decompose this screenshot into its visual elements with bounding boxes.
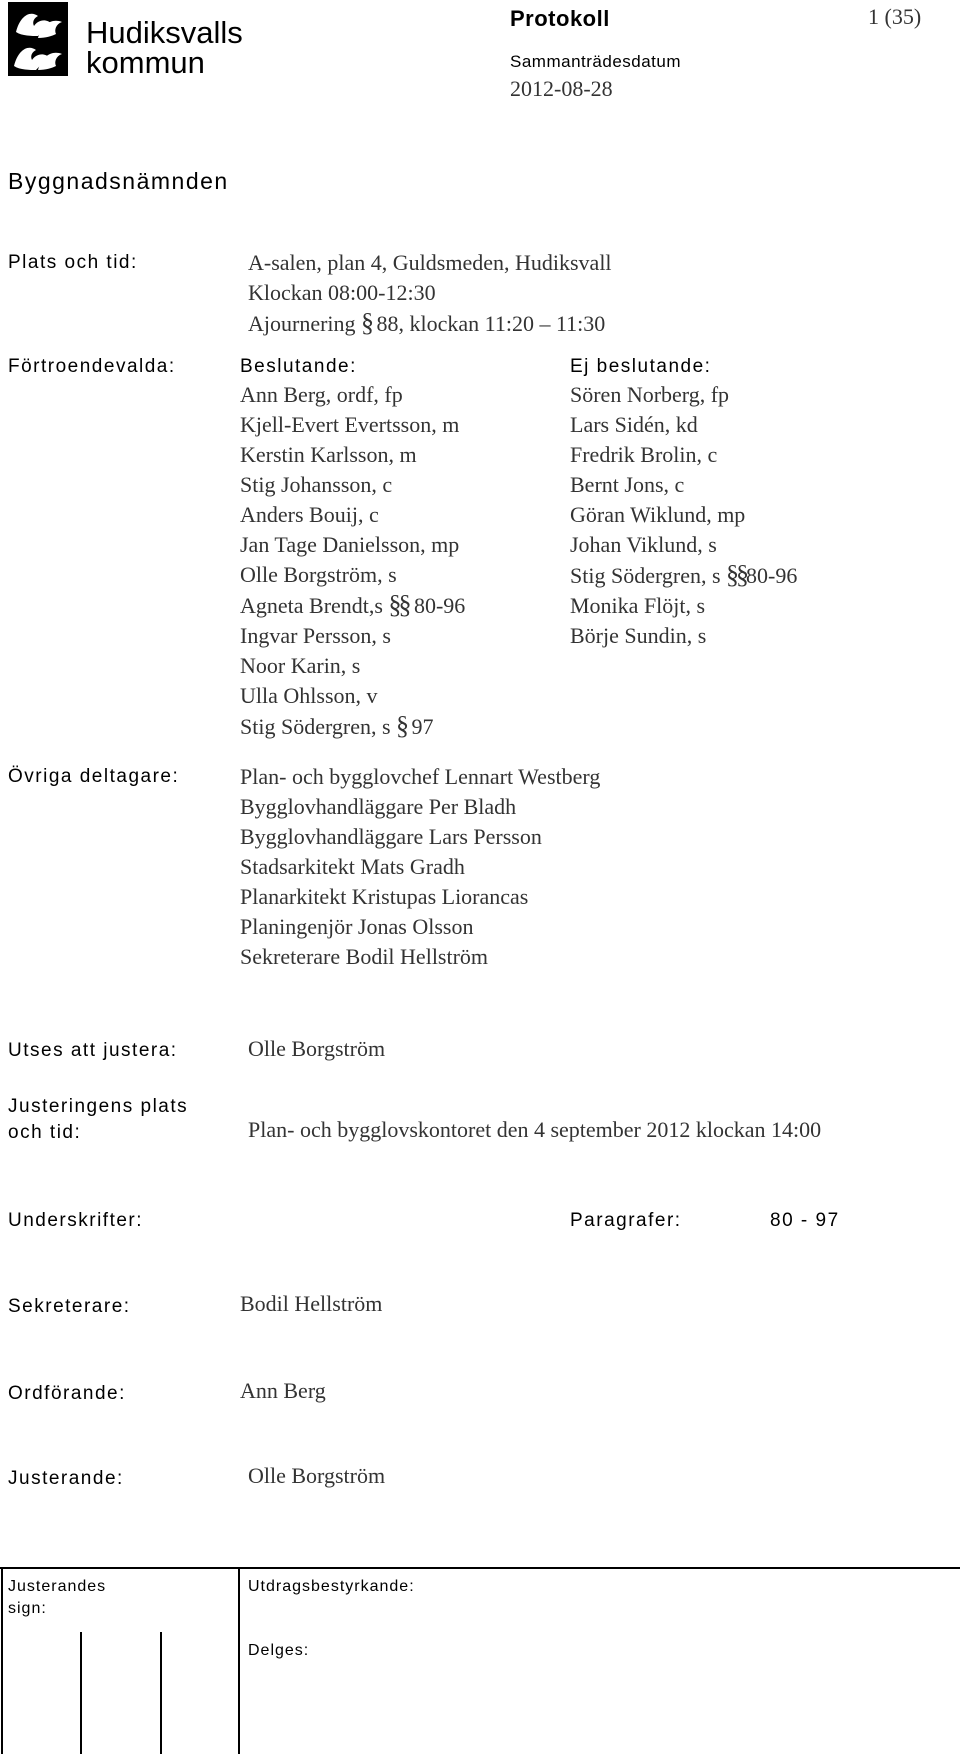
member-name: Stig Södergren, s <box>240 714 391 739</box>
adjuster-name: Olle Borgström <box>248 1463 386 1488</box>
adjust-value: Olle Borgström <box>248 1036 386 1061</box>
adjust-label: Utses att justera: <box>8 1040 178 1061</box>
member-name: Agneta Brendt,s <box>240 593 383 618</box>
list-item <box>240 590 465 621</box>
list-item: Bygglovhandläggare Lars Persson <box>240 824 542 849</box>
list-item <box>570 560 797 591</box>
document-type: Protokoll <box>510 6 610 31</box>
adjust-place-label <box>8 1094 188 1146</box>
list-item: Anders Bouij, c <box>240 502 379 527</box>
footer-box <box>0 1567 960 1756</box>
page-title: Byggnadsnämnden <box>8 168 229 194</box>
list-item: Kerstin Karlsson, m <box>240 442 417 467</box>
list-item: Noor Karin, s <box>240 653 361 678</box>
footer-signature-divider-2 <box>160 1632 162 1754</box>
list-item: Kjell-Evert Evertsson, m <box>240 412 460 437</box>
list-item: Planingenjör Jonas Olsson <box>240 914 474 939</box>
footer-extract-label: Utdragsbestyrkande: <box>248 1578 415 1595</box>
place-line-3 <box>248 308 612 339</box>
section-sign: § <box>396 711 407 740</box>
list-item: Jan Tage Danielsson, mp <box>240 532 460 557</box>
page-number: 1 (35) <box>868 4 922 29</box>
list-item: Monika Flöjt, s <box>570 593 706 618</box>
footer-sign-label <box>8 1576 106 1620</box>
place-line-2: Klockan 08:00-12:30 <box>248 280 436 305</box>
section-range: 80-96 <box>413 593 466 618</box>
footer-divider-left <box>1 1567 3 1754</box>
date-label: Sammanträdesdatum <box>510 52 682 71</box>
list-item: Ingvar Persson, s <box>240 623 391 648</box>
footer-divider-middle <box>238 1567 240 1754</box>
elected-label: Förtroendevalda: <box>8 356 176 377</box>
logo-line-1: Hudiksvalls <box>86 15 243 50</box>
secretary-label: Sekreterare: <box>8 1296 131 1317</box>
list-item: Göran Wiklund, mp <box>570 502 746 527</box>
list-item: Lars Sidén, kd <box>570 412 698 437</box>
member-name: Stig Södergren, s <box>570 563 721 588</box>
list-item <box>240 711 465 742</box>
list-item: Planarkitekt Kristupas Liorancas <box>240 884 529 909</box>
deciding-list <box>240 380 465 742</box>
footer-sign-label-line-2: sign: <box>8 1600 47 1617</box>
footer-sign-label-line-1: Justerandes <box>8 1578 107 1595</box>
list-item: Ann Berg, ordf, fp <box>240 382 403 407</box>
place-label: Plats och tid: <box>8 252 138 273</box>
secretary-name: Bodil Hellström <box>240 1291 383 1316</box>
list-item: Sören Norberg, fp <box>570 382 730 407</box>
section-number: 97 <box>411 714 434 739</box>
list-item: Bygglovhandläggare Per Bladh <box>240 794 517 819</box>
chair-label: Ordförande: <box>8 1383 126 1404</box>
adjust-place-label-line-1: Justeringens plats <box>8 1096 189 1117</box>
list-item: Johan Viklund, s <box>570 532 717 557</box>
list-item: Plan- och bygglovchef Lennart Westberg <box>240 764 601 789</box>
goat-emblem-icon <box>8 2 68 76</box>
adjournment-label: Ajournering <box>248 311 356 336</box>
section-sign: § <box>361 308 372 337</box>
others-label: Övriga deltagare: <box>8 766 180 787</box>
nondeciding-label: Ej beslutande: <box>570 356 712 377</box>
section-sign: §§ <box>388 590 409 619</box>
footer-sent-label: Delges: <box>248 1642 310 1659</box>
others-list <box>240 762 600 972</box>
list-item: Ulla Ohlsson, v <box>240 683 378 708</box>
adjust-place-label-line-2: och tid: <box>8 1122 82 1143</box>
paragraphs-label: Paragrafer: <box>570 1210 682 1231</box>
list-item: Börje Sundin, s <box>570 623 707 648</box>
list-item: Bernt Jons, c <box>570 472 685 497</box>
place-block <box>248 248 612 339</box>
logo-emblem <box>8 2 68 76</box>
adjust-place-value: Plan- och bygglovskontoret den 4 september 2012 klockan 14:00 <box>248 1117 822 1142</box>
logo-text <box>86 15 243 80</box>
list-item: Fredrik Brolin, c <box>570 442 718 467</box>
list-item: Stadsarkitekt Mats Gradh <box>240 854 465 879</box>
logo-line-2: kommun <box>86 45 205 80</box>
nondeciding-list <box>570 380 797 651</box>
adjournment-time: 88, klockan 11:20 – 11:30 <box>376 311 606 336</box>
list-item: Stig Johansson, c <box>240 472 393 497</box>
section-sign: §§ <box>726 560 747 589</box>
deciding-label: Beslutande: <box>240 356 357 377</box>
place-line-1: A-salen, plan 4, Guldsmeden, Hudiksvall <box>248 250 612 275</box>
paragraphs-value: 80 - 97 <box>770 1210 840 1231</box>
list-item: Olle Borgström, s <box>240 562 397 587</box>
list-item: Sekreterare Bodil Hellström <box>240 944 489 969</box>
footer-signature-divider-1 <box>80 1632 82 1754</box>
adjuster-label: Justerande: <box>8 1468 124 1489</box>
section-range: 80-96 <box>746 563 798 588</box>
chair-name: Ann Berg <box>240 1378 326 1403</box>
signatures-label: Underskrifter: <box>8 1210 144 1231</box>
meeting-date: 2012-08-28 <box>510 76 613 101</box>
